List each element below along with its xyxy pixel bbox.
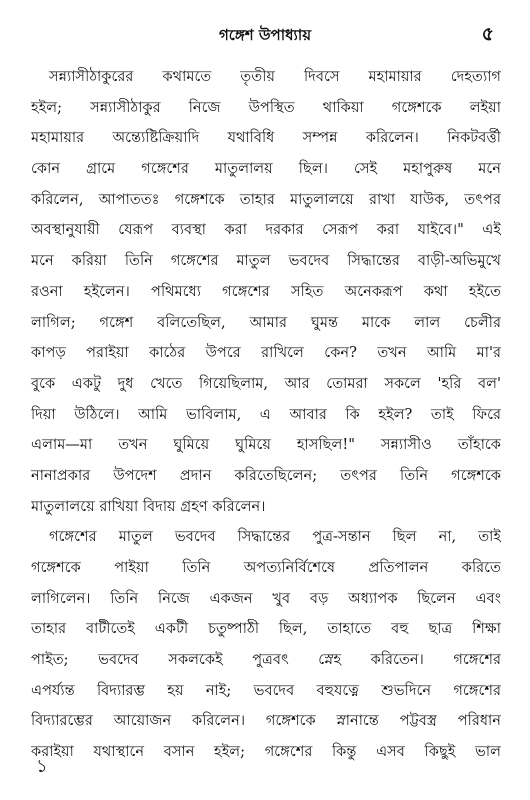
text-line: এপর্য্যন্ত বিদ্যারম্ভ হয় নাই; ভবদেব বহুযত্নে শুভদিনে গঙ্গেশের bbox=[31, 681, 501, 699]
text-line: করাইয়া যথাস্থানে বসান হইল; গঙ্গেশের কিন্তু এসব কিছুই ভাল bbox=[31, 743, 501, 761]
text-line: লাগিল; গঙ্গেশ বলিতেছিল, আমার ঘুমন্ত মাকে লাল চেলীর bbox=[31, 313, 501, 331]
text-line: কাপড় পরাইয়া কাঠের উপরে রাখিলে কেন? তখন আমি মা'র bbox=[31, 344, 501, 362]
signature-mark: ১ bbox=[36, 756, 48, 777]
text-line: দিয়া উঠিলে। আমি ভাবিলাম, এ আবার কি হইল? তাই ফিরে bbox=[31, 405, 501, 423]
text-line: রওনা হইলেন। পথিমধ্যে গঙ্গেশের সহিত অনেকরূপ কথা হইতে bbox=[31, 282, 501, 300]
text-line: অবস্থানুযায়ী যেরূপ ব্যবস্থা করা দরকার সেরূপ করা যাইবে।" এই bbox=[31, 221, 501, 239]
text-line: পাইত; ভবদেব সকলকেই পুত্রবৎ স্নেহ করিতেন। গঙ্গেশের bbox=[31, 651, 501, 669]
running-title: গঙ্গেশ উপাধ্যায় bbox=[218, 26, 312, 44]
text-line: সন্ন্যাসীঠাকুরের কথামতে তৃতীয় দিবসে মহামায়ার দেহত্যাগ bbox=[49, 68, 501, 85]
body-text bbox=[31, 62, 501, 768]
text-line: এলাম—মা তখন ঘুমিয়ে ঘুমিয়ে হাসছিল!" সন্ন্যাসীও তাঁহাকে bbox=[31, 436, 501, 454]
text-line: বুকে একটু দুধ খেতে গিয়েছিলাম, আর তোমরা সকলে 'হরি বল' bbox=[31, 374, 501, 392]
page-header bbox=[28, 20, 502, 50]
text-line: তাহার বাটীতেই একটী চতুষ্পাঠী ছিল, তাহাতে বহু ছাত্র শিক্ষা bbox=[31, 620, 501, 638]
text-line: মহামায়ার অন্ত্যেষ্টিক্রিয়াদি যথাবিধি সম্পন্ন করিলেন। নিকটবর্ত্তী bbox=[31, 129, 501, 147]
text-line: লাগিলেন। তিনি নিজে একজন খুব বড় অধ্যাপক ছিলেন এবং bbox=[31, 589, 501, 607]
text-line: নানাপ্রকার উপদেশ প্রদান করিতেছিলেন; তৎপর তিনি গঙ্গেশকে bbox=[31, 466, 501, 484]
text-line: হইল; সন্ন্যাসীঠাকুর নিজে উপস্থিত থাকিয়া গঙ্গেশকে লইয়া bbox=[31, 98, 501, 116]
text-line: মাতুলালয়ে রাখিয়া বিদায় গ্রহণ করিলেন। bbox=[31, 497, 266, 515]
text-line: কোন গ্রামে গঙ্গেশের মাতুলালয় ছিল। সেই মহাপুরুষ মনে bbox=[31, 160, 501, 178]
text-line: গঙ্গেশের মাতুল ভবদেব সিদ্ধান্তের পুত্র-সন্তান ছিল না, তাই bbox=[49, 528, 501, 546]
text-line: করিলেন, আপাততঃ গঙ্গেশকে তাহার মাতুলালয়ে রাখা যাউক, তৎপর bbox=[31, 190, 501, 208]
page-number: ৫ bbox=[481, 23, 494, 45]
text-line: মনে করিয়া তিনি গঙ্গেশের মাতুল ভবদেব সিদ্ধান্তের বাড়ী-অভিমুখে bbox=[31, 252, 501, 270]
text-line: বিদ্যারম্ভের আয়োজন করিলেন। গঙ্গেশকে স্নানান্তে পট্টবস্ত্র পরিধান bbox=[31, 712, 501, 730]
text-line: গঙ্গেশকে পাইয়া তিনি অপত্যনির্বিশেষে প্রতিপালন করিতে bbox=[31, 559, 501, 576]
